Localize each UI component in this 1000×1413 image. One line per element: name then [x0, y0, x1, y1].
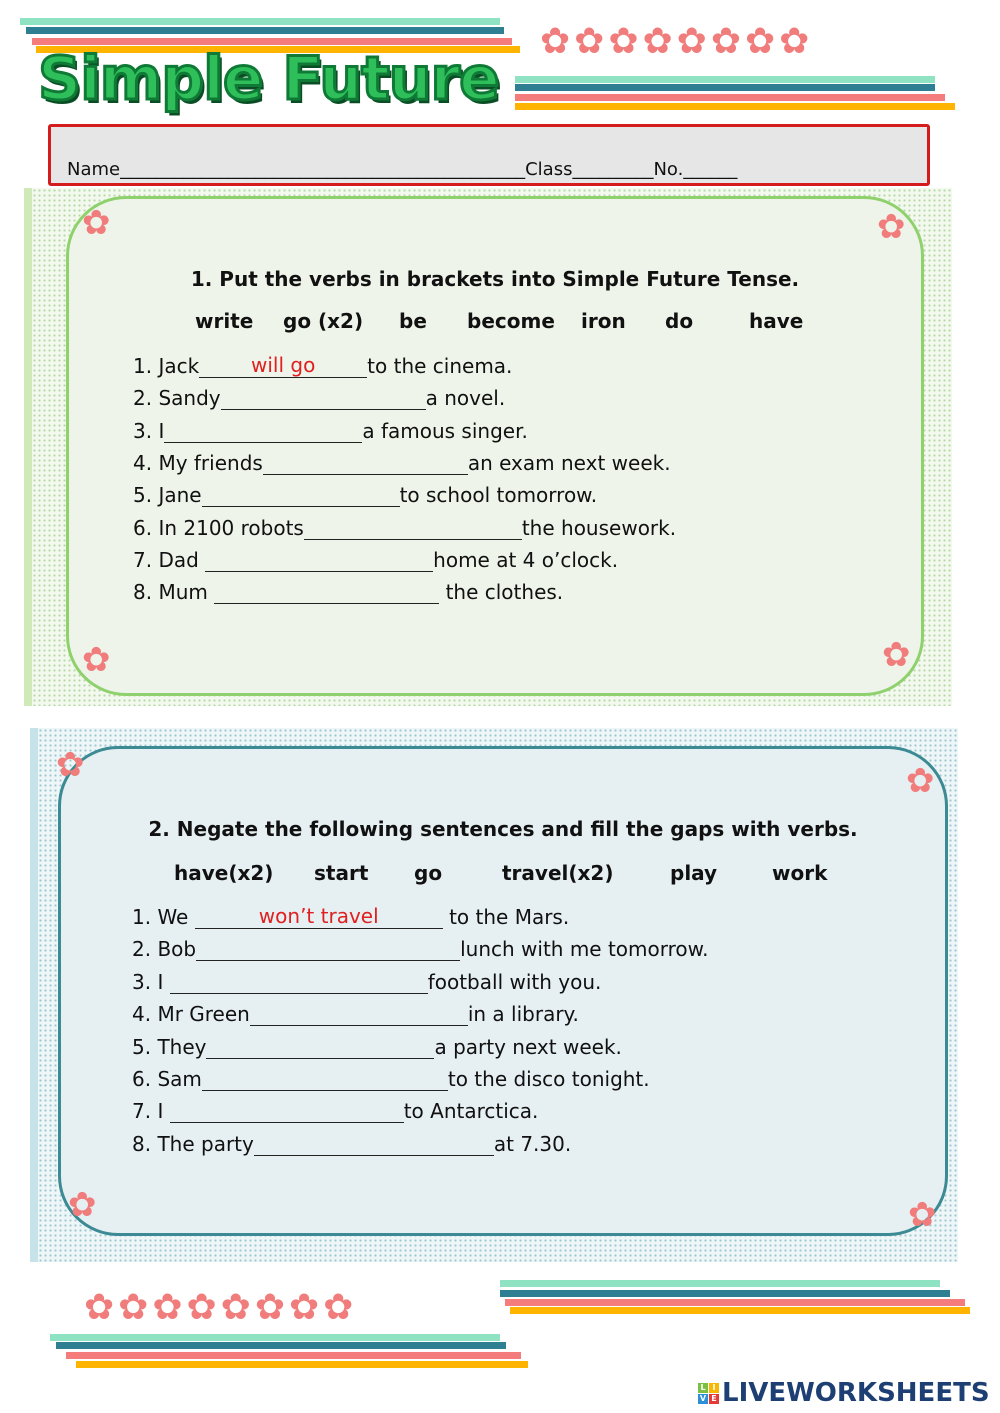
- verb: become: [467, 309, 555, 333]
- exercise-2-section: [30, 728, 958, 1262]
- answer-input[interactable]: [205, 546, 433, 572]
- question-suffix: an exam next week.: [467, 450, 671, 475]
- question-suffix: the housework.: [521, 515, 677, 540]
- question-suffix: to the disco tonight.: [447, 1067, 650, 1091]
- question-prefix: 2. Bob: [132, 937, 197, 962]
- answer-input[interactable]: [263, 449, 468, 475]
- decor-stripe: [76, 1361, 528, 1368]
- question-suffix: at 7.30.: [493, 1131, 572, 1156]
- question-prefix: 5. Jane: [133, 483, 202, 508]
- page-title: Simple Future: [38, 44, 499, 114]
- question-prefix: 4. My friends: [133, 450, 263, 475]
- verb: go (x2): [283, 309, 364, 333]
- question-suffix: a party next week.: [434, 1034, 622, 1059]
- verb: iron: [581, 309, 626, 333]
- question-suffix: home at 4 o’clock.: [433, 547, 619, 572]
- question-prefix: 1. We: [132, 905, 195, 929]
- question-prefix: 7. Dad: [133, 547, 206, 572]
- question-item: [132, 1095, 538, 1123]
- decor-stripe: [510, 1307, 970, 1314]
- answer-input[interactable]: [202, 481, 400, 507]
- answer-input[interactable]: [304, 514, 522, 540]
- question-item: [132, 933, 709, 961]
- question-prefix: 7. I: [132, 1099, 170, 1124]
- question-item: [133, 382, 505, 410]
- decor-stripe: [66, 1352, 521, 1359]
- verb: be: [399, 309, 427, 333]
- question-item: [133, 479, 597, 507]
- exercise-1-instruction: 1. Put the verbs in brackets into Simple Future Tense.: [190, 267, 800, 291]
- question-prefix: 4. Mr Green: [132, 1002, 250, 1027]
- flower-icon: ✿: [68, 1185, 97, 1225]
- decor-stripe: [50, 1334, 500, 1341]
- decor-stripe: [500, 1280, 940, 1287]
- question-suffix: the clothes.: [439, 580, 564, 605]
- question-suffix: to the cinema.: [367, 354, 513, 378]
- liveworksheets-logo[interactable]: [698, 1378, 990, 1408]
- verb-bank-1: [195, 309, 803, 333]
- name-class-no-line: Name_____________________________________________Class_________No.______: [67, 159, 738, 180]
- verb: travel(x2): [502, 861, 614, 885]
- question-prefix: 8. The party: [132, 1131, 254, 1156]
- answer-input[interactable]: [196, 935, 460, 961]
- question-item: [132, 901, 569, 929]
- badge-letter: I: [709, 1383, 719, 1393]
- question-suffix: football with you.: [427, 969, 602, 994]
- decor-stripe: [515, 84, 935, 91]
- question-suffix: in a library.: [467, 1002, 579, 1027]
- flower-icon: ✿: [882, 635, 911, 675]
- question-item: [132, 998, 579, 1026]
- verb: have(x2): [174, 861, 274, 885]
- flower-icon: ✿: [82, 203, 111, 243]
- question-item: [133, 447, 671, 475]
- flower-icon: ✿: [908, 1195, 937, 1235]
- student-info-bar: [48, 124, 930, 186]
- live-badge-icon: [698, 1383, 719, 1404]
- verb-bank-2: [174, 861, 827, 885]
- question-prefix: 6. Sam: [132, 1067, 202, 1091]
- decor-stripe: [20, 18, 500, 25]
- question-item: [132, 1031, 622, 1059]
- question-suffix: to school tomorrow.: [399, 483, 598, 508]
- flower-row-bottom: ✿✿✿✿✿✿✿✿: [84, 1287, 358, 1328]
- answer-input[interactable]: [202, 1065, 448, 1091]
- badge-letter: L: [698, 1383, 708, 1393]
- logo-text: LIVEWORKSHEETS: [722, 1378, 990, 1408]
- badge-letter: E: [709, 1394, 719, 1404]
- flower-icon: ✿: [56, 745, 85, 785]
- answer-input[interactable]: [250, 1000, 468, 1026]
- question-prefix: 1. Jack: [133, 354, 200, 378]
- verb: do: [665, 309, 694, 333]
- badge-letter: V: [699, 1393, 707, 1403]
- decor-stripe: [56, 1342, 506, 1349]
- flower-icon: ✿: [82, 640, 111, 680]
- question-suffix: a famous singer.: [362, 418, 528, 443]
- answer-input[interactable]: [170, 1097, 404, 1123]
- verb: go: [414, 861, 443, 885]
- question-item: [133, 512, 676, 540]
- flower-icon: ✿: [877, 207, 906, 247]
- question-item: [133, 576, 563, 604]
- question-prefix: 5. They: [132, 1034, 207, 1059]
- question-suffix: lunch with me tomorrow.: [460, 937, 709, 962]
- decor-stripe: [515, 94, 945, 101]
- verb: start: [314, 861, 369, 885]
- question-prefix: 8. Mum: [133, 580, 215, 605]
- flower-icon: ✿: [906, 761, 935, 801]
- question-item: [132, 1063, 650, 1091]
- answer-input[interactable]: [214, 578, 439, 604]
- verb: have: [749, 309, 804, 333]
- question-suffix: a novel.: [425, 386, 506, 411]
- verb: work: [772, 861, 828, 885]
- question-suffix: to Antarctica.: [403, 1099, 539, 1124]
- verb: play: [670, 861, 718, 885]
- question-item: [132, 966, 601, 994]
- verb: write: [195, 309, 254, 333]
- answer-input[interactable]: [221, 384, 426, 410]
- exercise-2-instruction: 2. Negate the following sentences and fill the gaps with verbs.: [148, 817, 858, 841]
- answer-input[interactable]: won’t travel: [195, 903, 443, 929]
- decor-stripe: [505, 1299, 965, 1306]
- decor-stripe: [26, 27, 504, 34]
- answer-input[interactable]: will go: [199, 352, 367, 378]
- answer-input[interactable]: [170, 968, 428, 994]
- question-item: [133, 350, 512, 378]
- question-prefix: 3. I: [133, 418, 165, 443]
- question-prefix: 3. I: [132, 969, 170, 994]
- answer-input[interactable]: [254, 1130, 494, 1156]
- flower-row-top: ✿✿✿✿✿✿✿✿: [540, 21, 814, 62]
- decor-stripe: [515, 76, 935, 83]
- question-prefix: 2. Sandy: [133, 386, 221, 411]
- question-item: [133, 544, 618, 572]
- question-item: [133, 415, 528, 443]
- decor-stripe: [500, 1290, 950, 1297]
- answer-input[interactable]: [164, 417, 362, 443]
- question-suffix: to the Mars.: [442, 905, 570, 929]
- question-prefix: 6. In 2100 robots: [133, 515, 304, 540]
- decor-stripe: [515, 103, 955, 110]
- question-item: [132, 1128, 571, 1156]
- answer-input[interactable]: [206, 1033, 434, 1059]
